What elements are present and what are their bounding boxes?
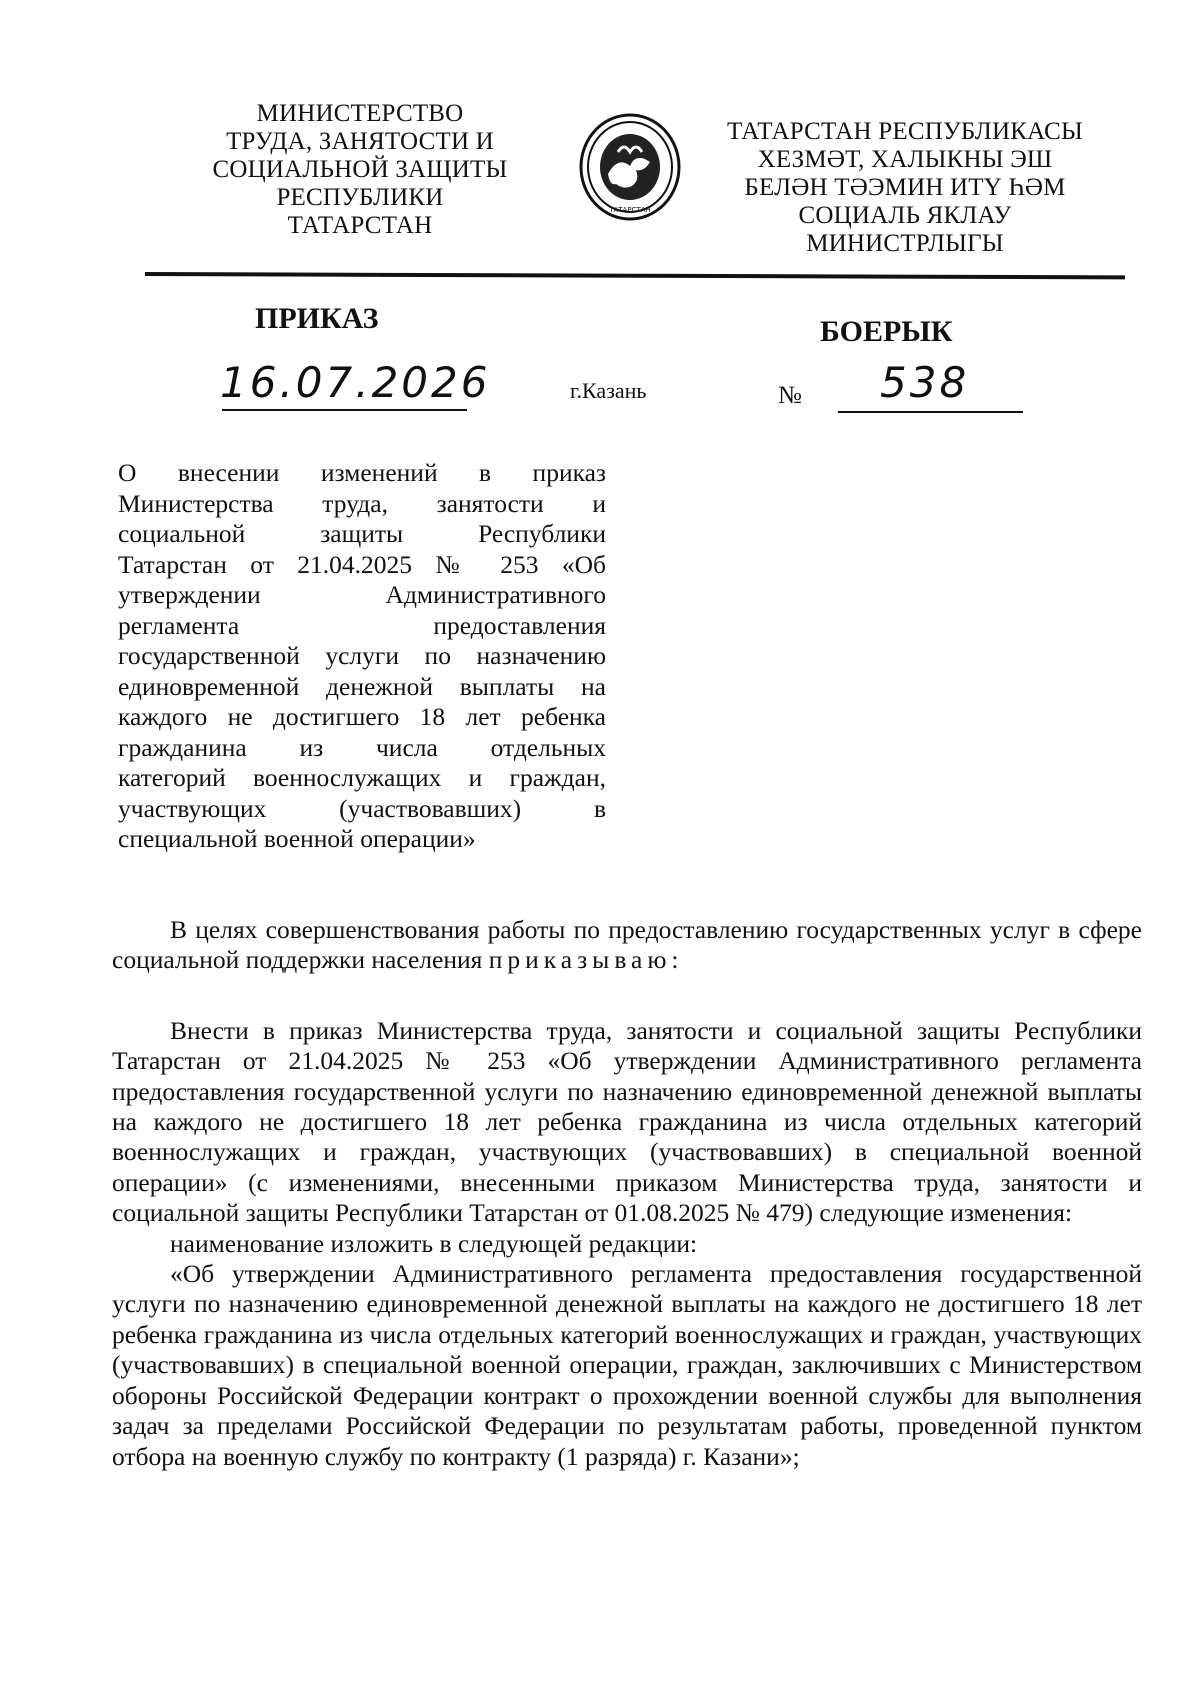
order-title-ru: ПРИКАЗ — [255, 302, 379, 335]
preamble — [112, 915, 1142, 976]
number-underline — [838, 411, 1023, 413]
paragraph-1: Внести в приказ Министерства труда, занятости и социальной защиты Республики Татарстан от 21.04.2025 № 253 «Об утверждении Административного регламента предоставления государственной услуги по назначению единовременной денежной выплаты на каждого не достигшего 18 лет ребенка гражданина из числа отдельных категорий военнослужащих и граждан, участвующих (участвовавших) в специальной военной операции» (с изменениями, внесенными приказом Министерства труда, занятости и социальной защиты Республики Татарстан от 01.08.2025 № 479) следующие изменения: — [112, 1015, 1142, 1228]
subject-line: единовременной денежной выплаты на — [118, 671, 606, 701]
order-word: приказываю: — [488, 945, 684, 975]
subject-line: регламента предоставления — [118, 610, 606, 640]
order-date: 16.07.2026 — [220, 358, 491, 407]
city: г.Казань — [570, 378, 647, 403]
subject-line: социальной защиты Республики — [118, 519, 606, 548]
svg-text:ТАТАРСТАН: ТАТАРСТАН — [609, 206, 651, 214]
header-divider — [145, 272, 1125, 279]
paragraph-2: наименование изложить в следующей редакции: — [170, 1228, 698, 1258]
tatarstan-emblem-icon — [578, 112, 682, 222]
ministry-name-ru: МИНИСТЕРСТВО ТРУДА, ЗАНЯТОСТИ И СОЦИАЛЬНОЙ ЗАЩИТЫ РЕСПУБЛИКИ ТАТАРСТАН — [212, 100, 508, 239]
order-title-tt: БОЕРЫК — [820, 315, 953, 348]
subject-line: О внесении изменений в приказ — [118, 458, 606, 487]
subject-line: категорий военнослужащих и граждан, — [118, 763, 606, 792]
subject-line: Татарстан от 21.04.2025 № 253 «Об — [118, 549, 606, 579]
subject-line: утверждении Административного — [118, 580, 606, 609]
subject-line: участвующих (участвовавших) в — [118, 793, 606, 823]
subject-line: государственной услуги по назначению — [118, 641, 606, 670]
paragraph-3: «Об утверждении Административного регламента предоставления государственной услуги по назначению единовременной денежной выплаты на каждого не достигшего 18 лет ребенка гражданина из числа отдельных категорий военнослужащих и граждан, участвующих (участвовавших) в специальной военной операции, граждан, заключивших с Министерством обороны Российской Федерации контракт о прохождении военной службы для выполнения задач за пределами Российской Федерации по результатам работы, проведенной пунктом отбора на военную службу по контракту (1 разряда) г. Казани»; — [112, 1259, 1142, 1471]
number-label: № — [778, 382, 802, 409]
date-underline — [222, 409, 467, 411]
preamble-text: В целях совершенствования работы по предоставлению государственных услуг в сфере социальной поддержки населения — [112, 915, 1142, 975]
order-subject — [118, 458, 606, 855]
subject-line: гражданина из числа отдельных — [118, 732, 606, 762]
subject-line: специальной военной операции» — [118, 824, 476, 853]
order-body — [112, 915, 1142, 1472]
ministry-name-tt: ТАТАРСТАН РЕСПУБЛИКАСЫ ХЕЗМӘТ, ХАЛЫКНЫ ЭШ БЕЛӘН ТӘЭМИН ИТҮ ҺӘМ СОЦИАЛЬ ЯКЛАУ МИНИСТРЛЫГЫ — [727, 118, 1083, 257]
subject-line: каждого не достигшего 18 лет ребенка — [118, 702, 606, 731]
order-number: 538 — [880, 358, 970, 407]
subject-line: Министерства труда, занятости и — [118, 488, 606, 518]
